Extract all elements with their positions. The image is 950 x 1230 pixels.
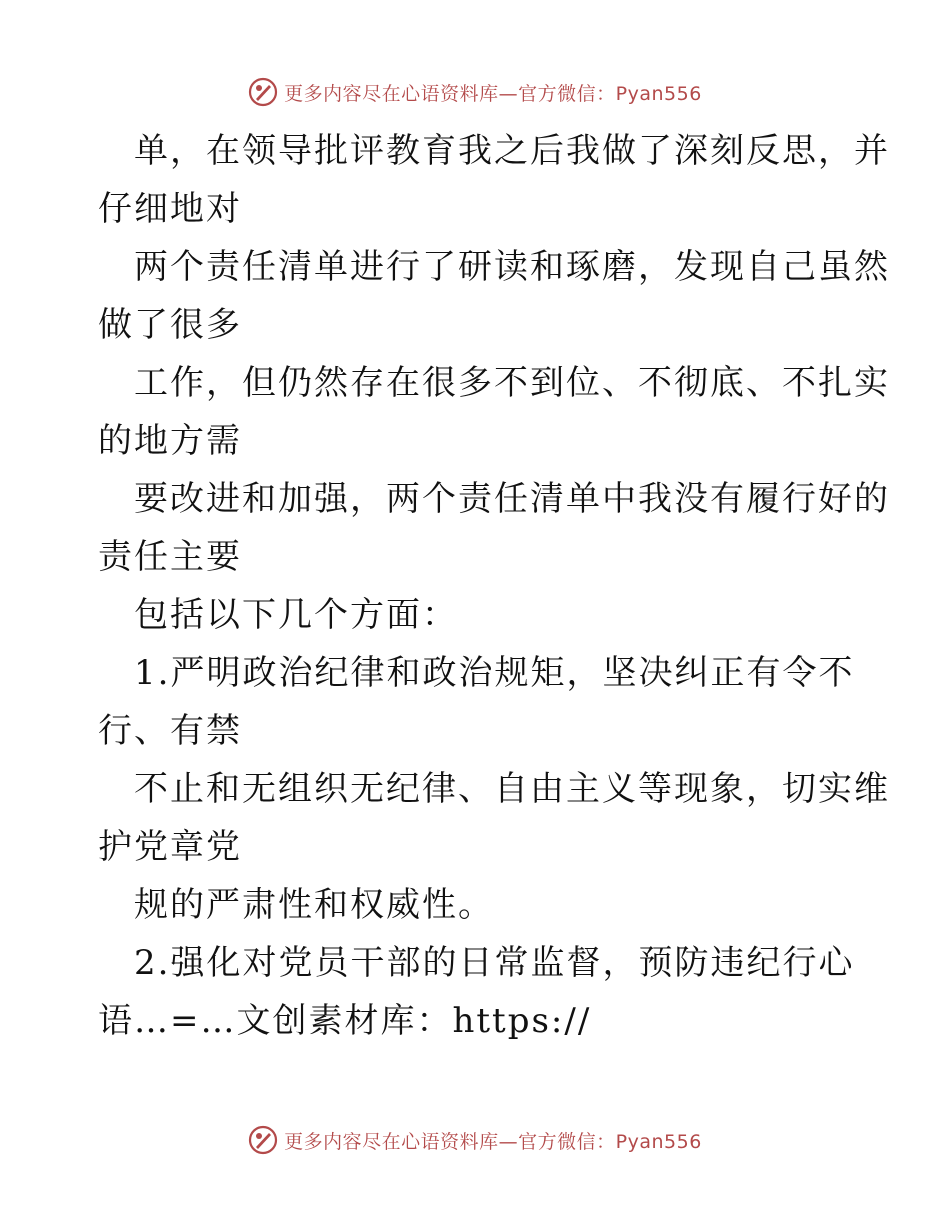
paragraph-7 [98,760,890,876]
paragraph-2 [98,238,890,354]
line: 规的严肃性和权威性。 [134,885,494,925]
header-banner-text: 更多内容尽在心语资料库—官方微信：Pyan556 [284,82,702,105]
line: 工作，但仍然存在很多不到位、不彻底、不扎实 [134,363,890,403]
line-continuation: 责任主要 [98,537,242,577]
line: 两个责任清单进行了研读和琢磨，发现自己虽然 [134,247,890,287]
line: 1.严明政治纪律和政治规矩，坚决纠正有令不 [134,653,855,693]
footer-banner [0,1122,950,1158]
line-continuation: 行、有禁 [98,711,242,751]
line: 不止和无组织无纪律、自由主义等现象，切实维 [134,769,890,809]
line: 单，在领导批评教育我之后我做了深刻反思，并 [134,131,890,171]
line-continuation: 仔细地对 [98,189,242,229]
line: 包括以下几个方面： [134,595,458,635]
line-continuation: 做了很多 [98,305,242,345]
paragraph-1 [98,122,890,238]
header-banner [0,74,950,110]
quill-logo-icon [248,77,278,107]
quill-logo-icon [248,1125,278,1155]
paragraph-6 [98,644,858,760]
line-continuation: 的地方需 [98,421,242,461]
line: 2.强化对党员干部的日常监督，预防违纪行心 [134,943,855,983]
paragraph-3 [98,354,890,470]
line-continuation: 语…=…文创素材库：https:// [98,1001,592,1041]
paragraph-9 [98,934,858,1050]
document-body [98,122,890,1050]
line-continuation: 护党章党 [98,827,242,867]
paragraph-5 [98,586,858,644]
paragraph-8 [98,876,858,934]
line: 要改进和加强，两个责任清单中我没有履行好的 [134,479,890,519]
paragraph-4 [98,470,890,586]
footer-banner-text: 更多内容尽在心语资料库—官方微信：Pyan556 [284,1130,702,1153]
